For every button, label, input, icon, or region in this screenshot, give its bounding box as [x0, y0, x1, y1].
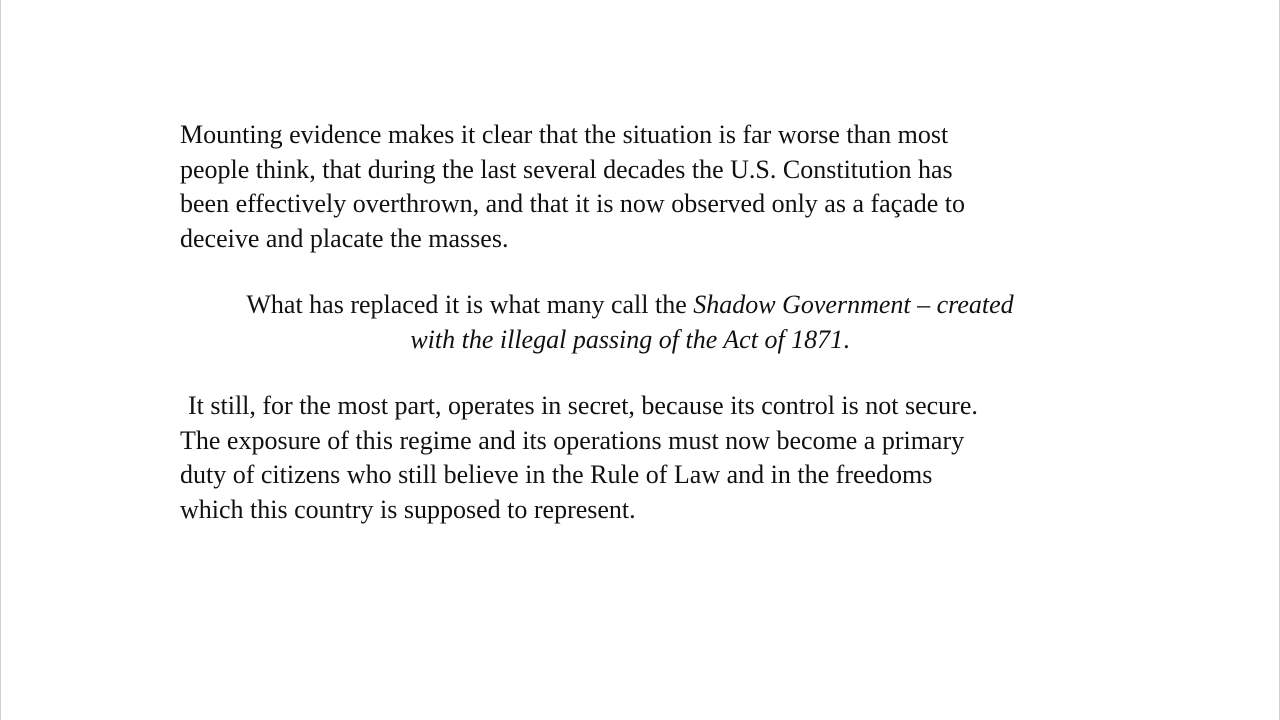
text-line: [180, 288, 1080, 323]
text-line: duty of citizens who still believe in the Rule of Law and in the freedoms: [180, 460, 933, 489]
text-line: It still, for the most part, operates in secret, because its control is not secure.: [188, 391, 978, 420]
paragraph-shadow-government: [180, 288, 1080, 357]
text-italic: Shadow Government – created: [693, 290, 1014, 319]
text-line: The exposure of this regime and its operations must now become a primary: [180, 425, 965, 455]
text-line: which this country is supposed to represent.: [180, 494, 636, 524]
text-period: .: [843, 324, 850, 354]
text-line: people think, that during the last several decades the U.S. Constitution has: [180, 154, 953, 184]
text-line: been effectively overthrown, and that it is now observed only as a façade to: [180, 189, 966, 218]
document-text: [180, 118, 1110, 527]
text-italic: with the illegal passing of the Act of 1871: [410, 324, 844, 354]
text-plain: What has replaced it is what many call the: [246, 290, 694, 319]
paragraph-exposure: [180, 389, 1110, 527]
paragraph-constitution: [180, 118, 1110, 256]
text-line: [180, 323, 1080, 358]
text-line: Mounting evidence makes it clear that the situation is far worse than most: [180, 120, 949, 149]
text-line: deceive and placate the masses.: [180, 223, 509, 253]
